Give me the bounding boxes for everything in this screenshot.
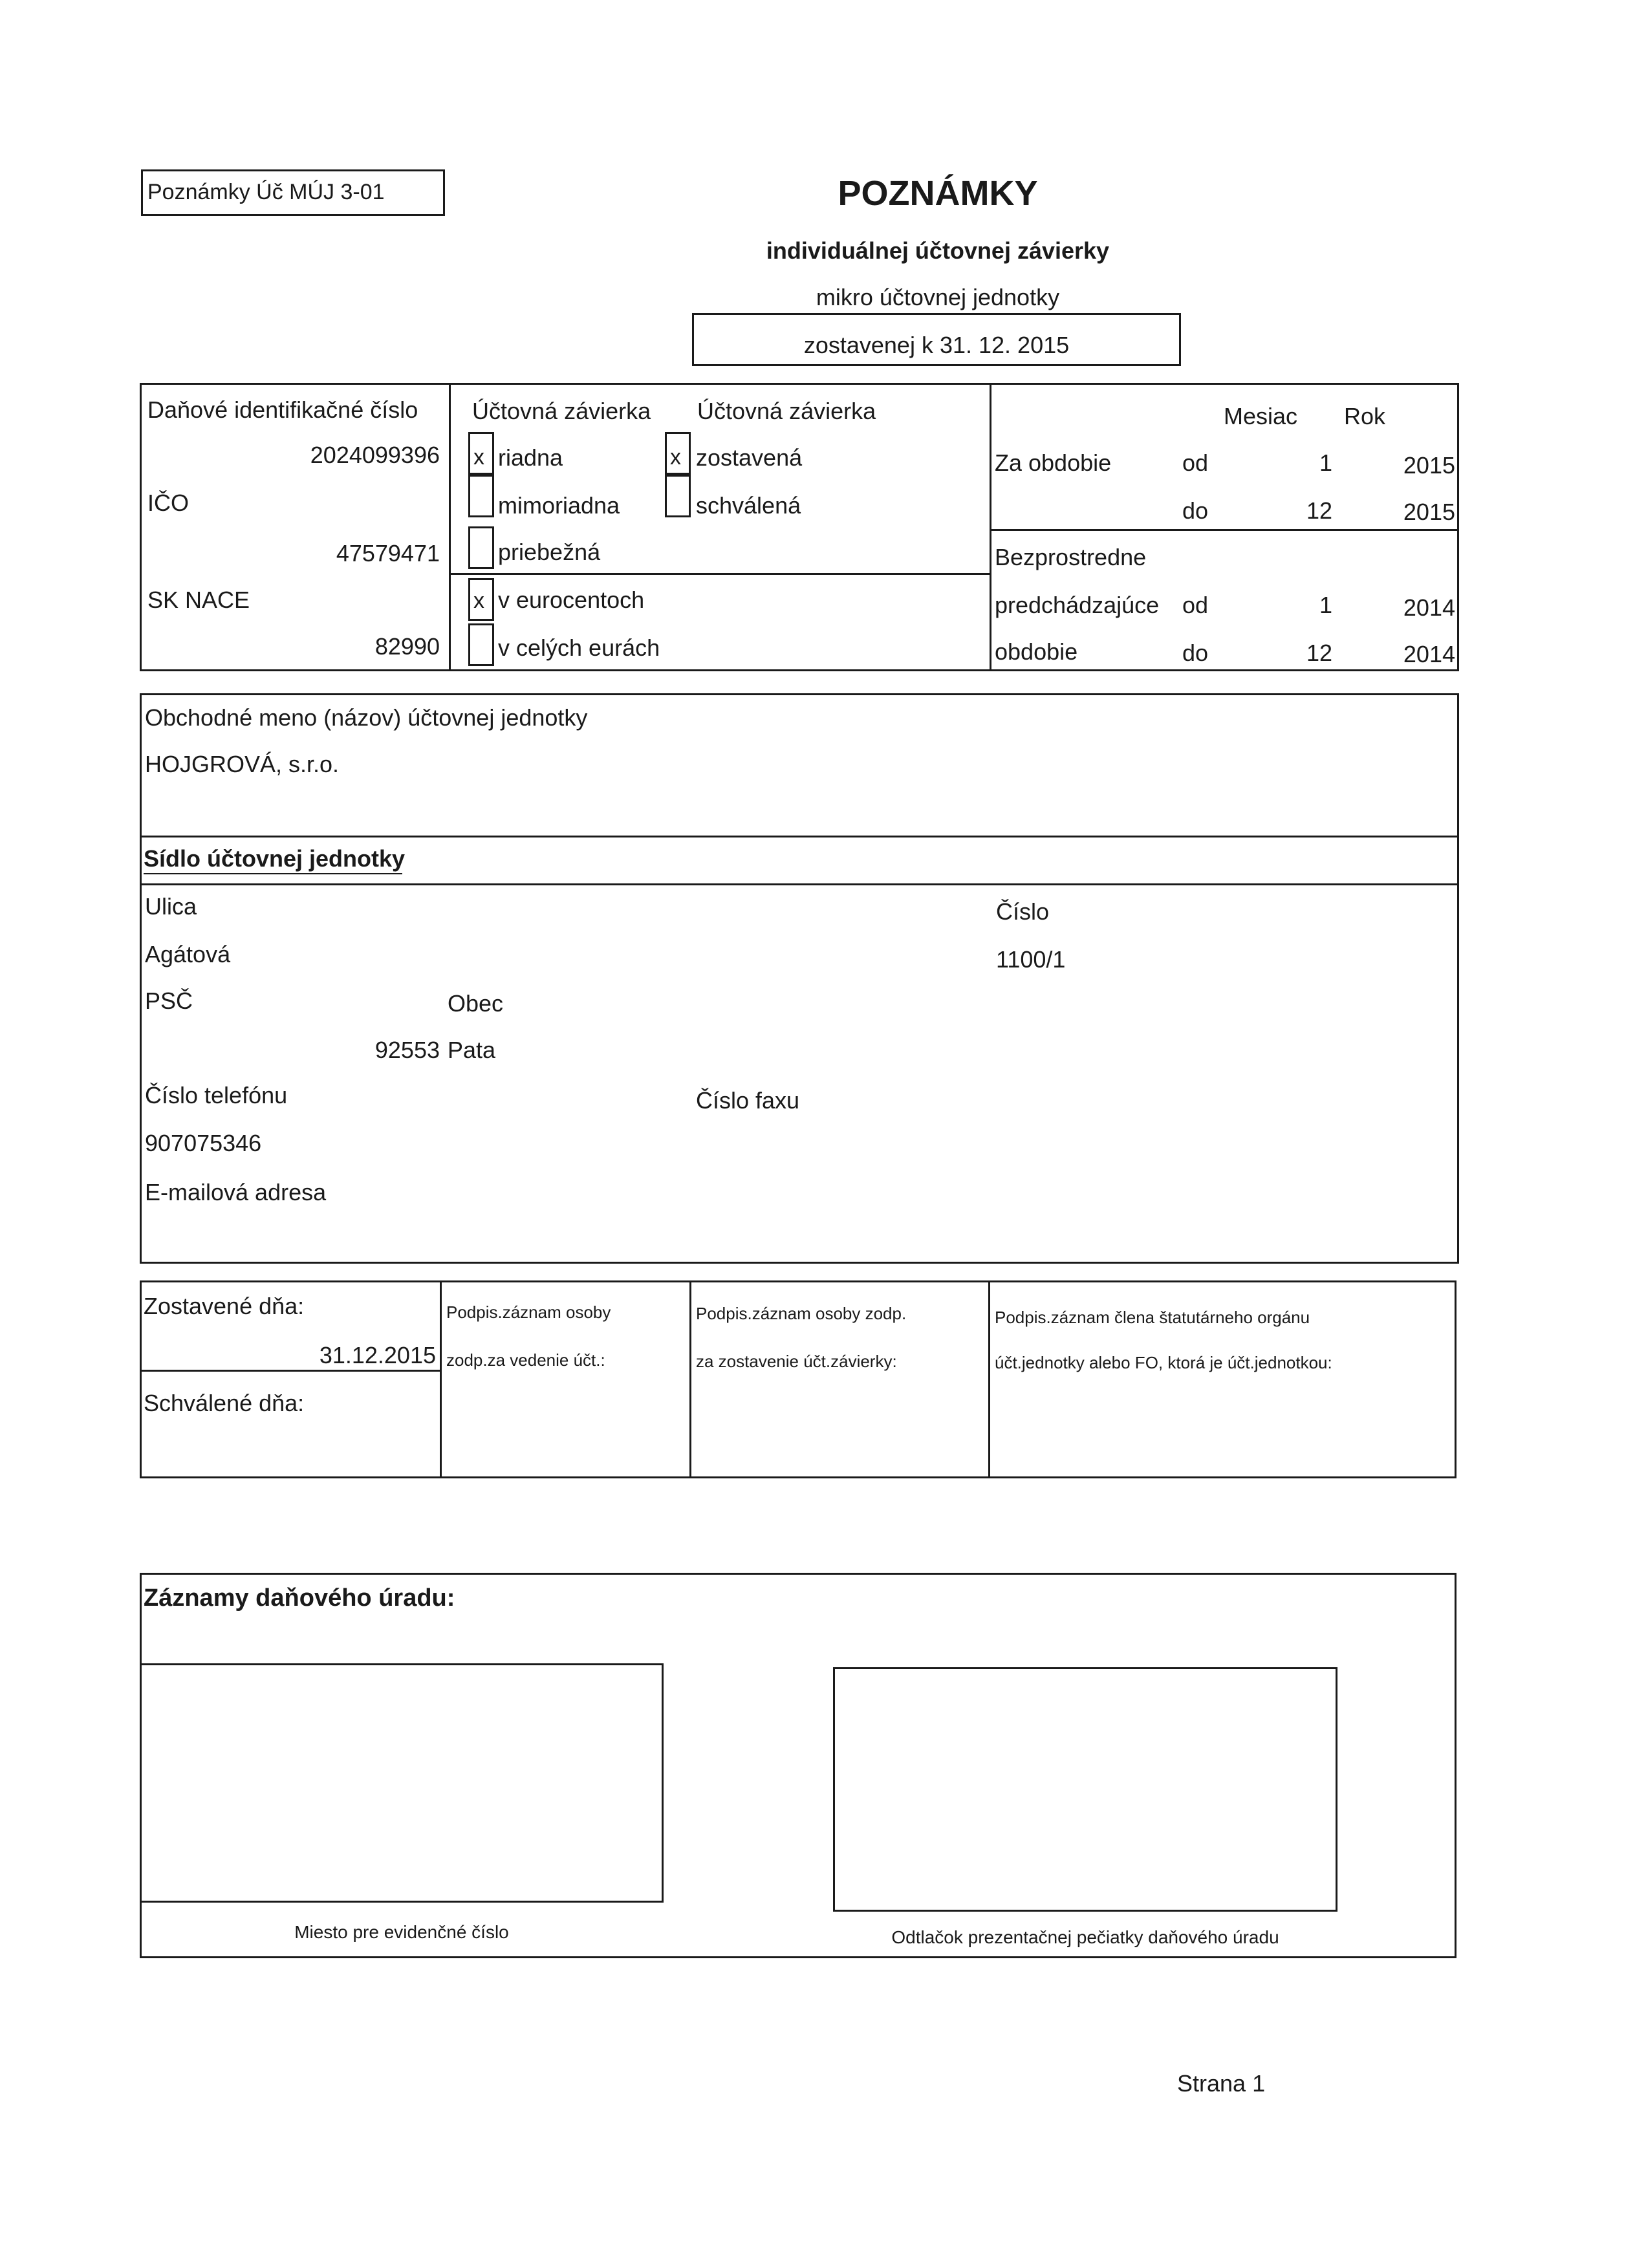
signature-col1-line2: zodp.za vedenie účt.: [446, 1350, 605, 1370]
divider [689, 1280, 691, 1478]
currency-label: v eurocentoch [498, 587, 645, 613]
page-subtitle: individuálnej účtovnej závierky [766, 237, 1110, 264]
divider [440, 1280, 442, 1478]
statement-state-label: zostavená [696, 444, 803, 471]
previous-from-year[interactable]: 2014 [1403, 594, 1455, 621]
statement-state-checkbox[interactable] [665, 475, 691, 517]
currency-checkbox[interactable] [468, 623, 494, 666]
signature-area-col1[interactable] [444, 1377, 687, 1474]
compiled-on-label: Zostavené dňa: [144, 1293, 305, 1319]
compiled-on-value[interactable]: 31.12.2015 [319, 1342, 436, 1368]
street-label: Ulica [145, 893, 197, 920]
divider [140, 883, 1459, 885]
phone-value[interactable]: 907075346 [145, 1130, 262, 1156]
statement-state-mark: x [670, 445, 681, 470]
month-header: Mesiac [1224, 403, 1298, 429]
statement-type-mark: x [473, 445, 484, 470]
previous-from-month[interactable]: 1 [1319, 592, 1332, 618]
tax-office-header: Záznamy daňového úradu: [144, 1584, 455, 1612]
previous-period-label-2: predchádzajúce [995, 592, 1160, 618]
divider [140, 836, 1459, 837]
seat-header: Sídlo účtovnej jednotky [144, 845, 406, 872]
previous-to-month[interactable]: 12 [1306, 640, 1332, 666]
signature-area-col3[interactable] [992, 1377, 1454, 1474]
seat-header-underline [144, 873, 402, 874]
divider [988, 1280, 990, 1478]
statement-type-checkbox[interactable] [468, 526, 494, 569]
divider [990, 383, 991, 671]
divider [140, 1370, 440, 1372]
statement-type-label: mimoriadna [498, 492, 620, 519]
to-label: do [1182, 497, 1209, 524]
page-number: Strana 1 [1177, 2070, 1266, 2097]
current-period-label: Za obdobie [995, 449, 1112, 476]
statement-type-label: priebežná [498, 539, 601, 565]
current-to-year[interactable]: 2015 [1403, 499, 1455, 525]
current-to-month[interactable]: 12 [1306, 497, 1332, 524]
number-label: Číslo [996, 898, 1050, 925]
divider [990, 529, 1459, 531]
statement-state-header: Účtovná závierka [697, 398, 876, 424]
current-from-month[interactable]: 1 [1319, 449, 1332, 476]
approved-on-label: Schválené dňa: [144, 1390, 305, 1416]
tax-office-stamp-box[interactable] [833, 1667, 1337, 1912]
tax-office-stamp-caption: Odtlačok prezentačnej pečiatky daňového úradu [891, 1927, 1279, 1947]
city-label: Obec [448, 990, 504, 1017]
current-from-year[interactable]: 2015 [1403, 452, 1455, 479]
ico-label: IČO [147, 490, 189, 516]
from-label: od [1182, 592, 1209, 618]
to-label: do [1182, 640, 1209, 666]
statement-type-header: Účtovná závierka [472, 398, 651, 424]
previous-period-label-3: obdobie [995, 638, 1078, 665]
previous-to-year[interactable]: 2014 [1403, 641, 1455, 667]
city-value[interactable]: Pata [448, 1037, 496, 1063]
statement-state-label: schválená [696, 492, 801, 519]
entity-box [140, 693, 1459, 1264]
from-label: od [1182, 449, 1209, 476]
previous-period-label-1: Bezprostredne [995, 544, 1147, 570]
divider [449, 573, 990, 575]
zip-value[interactable]: 92553 [374, 1037, 440, 1063]
phone-label: Číslo telefónu [145, 1082, 288, 1108]
currency-mark: x [473, 589, 484, 613]
street-value[interactable]: Agátová [145, 941, 231, 967]
page-subtitle-2: mikro účtovnej jednotky [816, 284, 1060, 310]
nace-label: SK NACE [147, 587, 250, 613]
signature-col1-line1: Podpis.záznam osoby [446, 1302, 611, 1322]
zip-label: PSČ [145, 988, 193, 1014]
divider [449, 383, 451, 671]
registration-number-caption: Miesto pre evidenčné číslo [294, 1922, 509, 1942]
signature-col2-line1: Podpis.záznam osoby zodp. [696, 1304, 907, 1323]
statement-type-label: riadna [498, 444, 563, 471]
signature-col3-line1: Podpis.záznam člena štatutárneho orgánu [995, 1308, 1310, 1327]
dic-label: Daňové identifikačné číslo [147, 396, 418, 423]
signature-col3-line2: účt.jednotky alebo FO, ktorá je účt.jednotkou: [995, 1353, 1332, 1372]
page-title: POZNÁMKY [838, 174, 1038, 213]
currency-label: v celých eurách [498, 634, 660, 661]
email-label: E-mailová adresa [145, 1179, 327, 1205]
number-value[interactable]: 1100/1 [996, 946, 1066, 973]
statement-type-checkbox[interactable] [468, 475, 494, 517]
year-header: Rok [1344, 403, 1386, 429]
ico-value[interactable]: 47579471 [336, 540, 440, 567]
entity-name-label: Obchodné meno (názov) účtovnej jednotky [145, 704, 588, 731]
signature-area-col2[interactable] [693, 1377, 986, 1474]
form-code: Poznámky Úč MÚJ 3-01 [147, 180, 385, 204]
fax-label: Číslo faxu [696, 1087, 800, 1114]
entity-name-value[interactable]: HOJGROVÁ, s.r.o. [145, 751, 340, 777]
registration-number-box[interactable] [140, 1663, 664, 1903]
compiled-as-of: zostavenej k 31. 12. 2015 [803, 332, 1070, 358]
dic-value[interactable]: 2024099396 [310, 442, 440, 468]
nace-value[interactable]: 82990 [374, 633, 440, 660]
signature-col2-line2: za zostavenie účt.závierky: [696, 1352, 897, 1371]
